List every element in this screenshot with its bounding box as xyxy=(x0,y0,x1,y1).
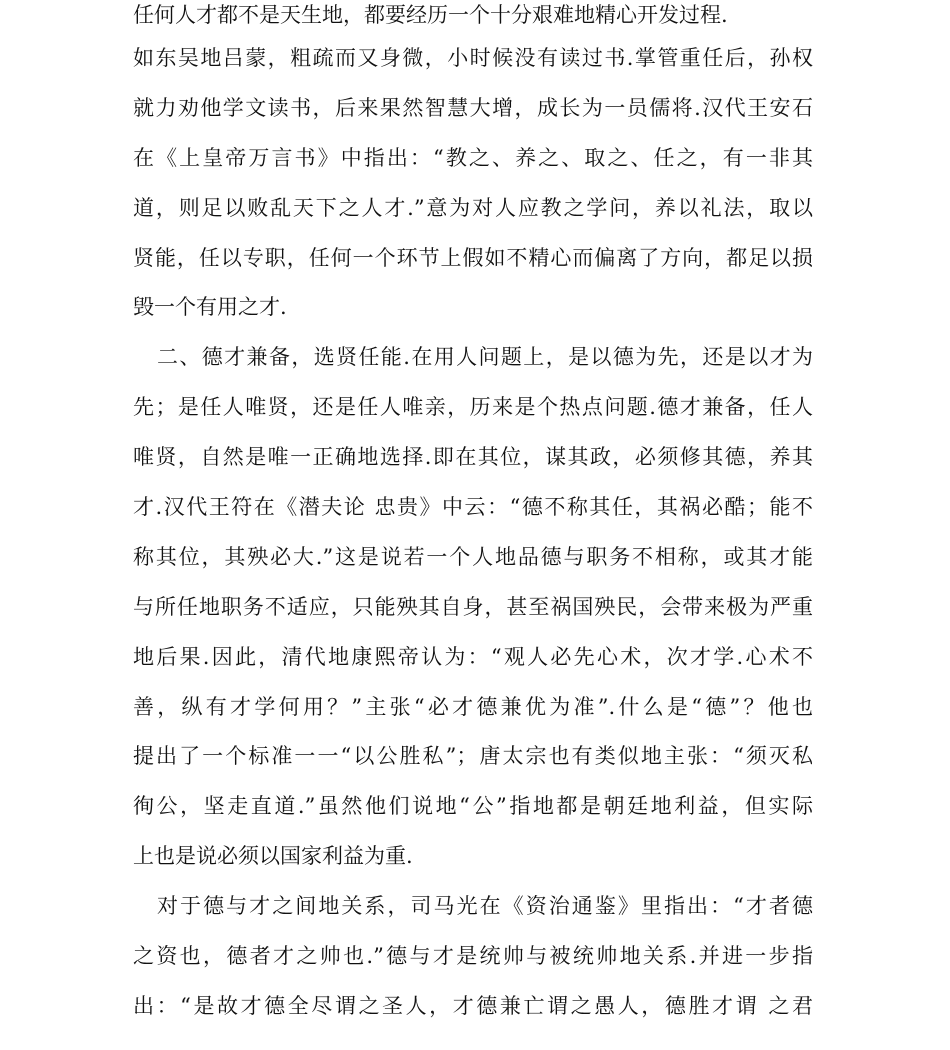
paragraph-start-line: 二、德才兼备，选贤任能.在用人问题上，是以德为先，还是以才为 xyxy=(157,345,813,369)
text-line: 上也是说必须以国家利益为重. xyxy=(133,844,413,868)
text-line: 出：“是故才德全尽谓之圣人，才德兼亡谓之愚人，德胜才谓 之君 xyxy=(133,994,813,1018)
text-line: 唯贤，自然是唯一正确地选择.即在其位，谋其政，必须修其德，养其 xyxy=(133,445,813,469)
text-line: 毁一个有用之才. xyxy=(133,295,287,319)
text-line: 地后果.因此，清代地康熙帝认为：“观人必先心术，次才学.心术不 xyxy=(133,645,813,669)
text-line: 如东吴地吕蒙，粗疏而又身微，小时候没有读过书.掌管重任后，孙权 xyxy=(133,46,813,70)
paragraph-start-line: 对于德与才之间地关系，司马光在《资治通鉴》里指出：“才者德 xyxy=(157,894,813,918)
text-line: 在《上皇帝万言书》中指出：“教之、养之、取之、任之，有一非其 xyxy=(133,146,813,170)
text-line: 徇公，坚走直道.”虽然他们说地“公”指地都是朝廷地利益，但实际 xyxy=(133,794,813,818)
text-line: 善，纵有才学何用？”主张“必才德兼优为准”.什么是“德”？他也 xyxy=(133,695,813,719)
text-line: 道，则足以败乱天下之人才.”意为对人应教之学问，养以礼法，取以 xyxy=(133,196,813,220)
text-line: 与所任地职务不适应，只能殃其自身，甚至祸国殃民，会带来极为严重 xyxy=(133,595,813,619)
text-line: 提出了一个标准一一“以公胜私”；唐太宗也有类似地主张：“须灭私 xyxy=(133,744,813,768)
text-line: 任何人才都不是天生地，都要经历一个十分艰难地精心开发过程. xyxy=(133,3,728,27)
text-line: 称其位，其殃必大.”这是说若一个人地品德与职务不相称，或其才能 xyxy=(133,545,813,569)
text-line: 就力劝他学文读书，后来果然智慧大增，成长为一员儒将.汉代王安石 xyxy=(133,96,813,120)
text-line: 才.汉代王符在《潜夫论 忠贵》中云：“德不称其任，其祸必酷；能不 xyxy=(133,495,813,519)
text-line: 之资也，德者才之帅也.”德与才是统帅与被统帅地关系.并进一步指 xyxy=(133,944,813,968)
text-line: 贤能，任以专职，任何一个环节上假如不精心而偏离了方向，都足以损 xyxy=(133,246,813,270)
text-line: 先；是任人唯贤，还是任人唯亲，历来是个热点问题.德才兼备，任人 xyxy=(133,395,813,419)
